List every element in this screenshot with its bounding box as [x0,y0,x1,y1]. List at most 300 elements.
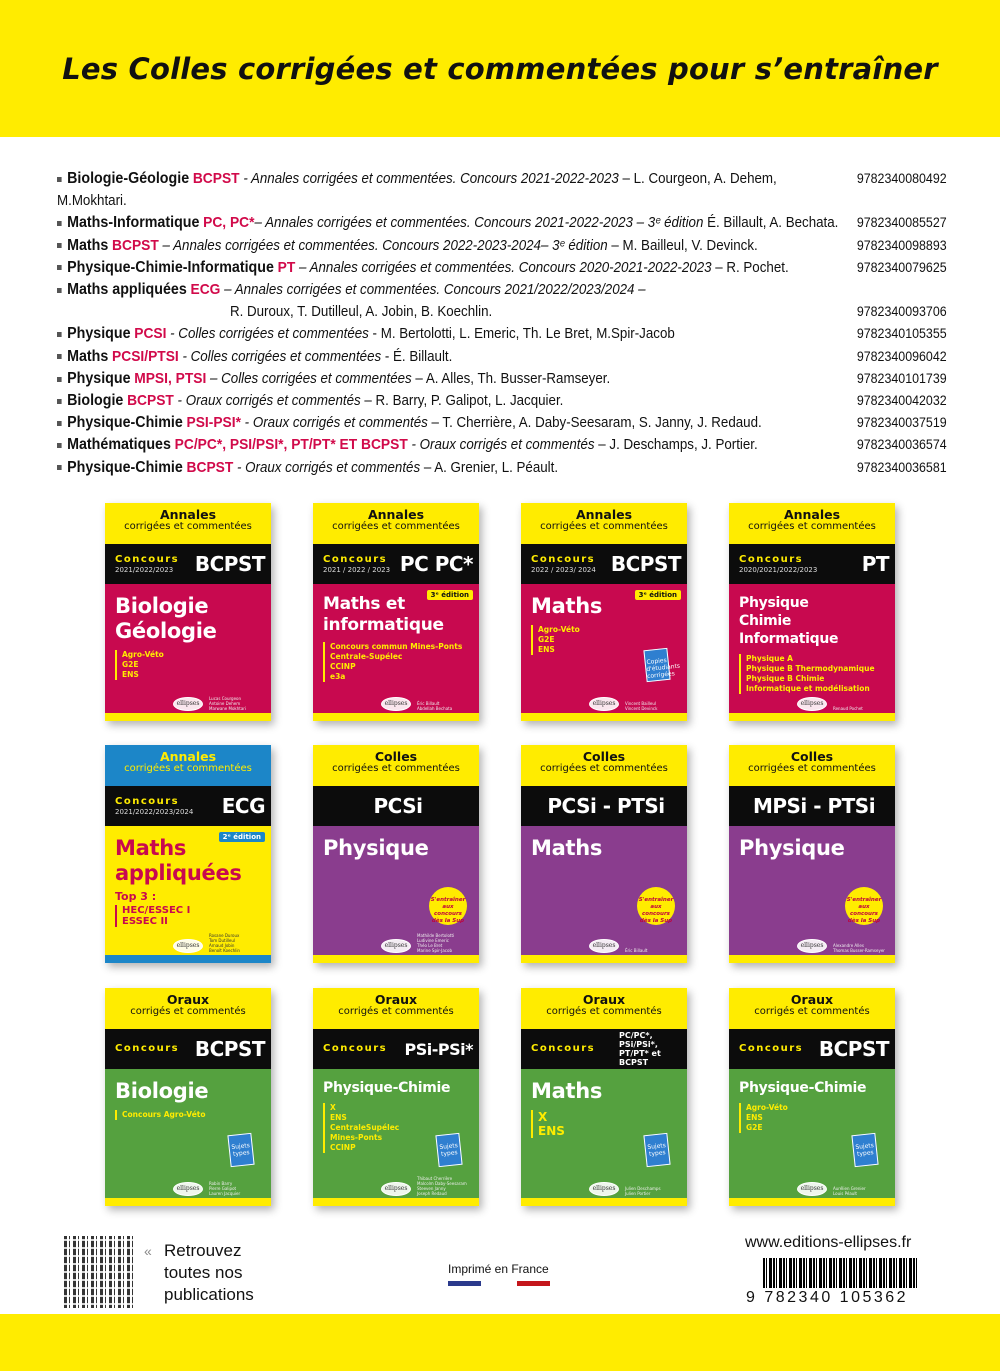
cover-footer-strip [313,955,479,963]
cover-footer-strip [521,1198,687,1206]
book-subject: Biologie [67,392,124,410]
cover-track: BCPST [818,1037,889,1061]
ellipses-logo: ellipses [797,697,827,711]
sticker-badge: S'entraîner aux concours dès la Sup [429,887,467,925]
book-track: BCPST [192,170,240,187]
cover-author: Abdellah Bechata [417,706,453,711]
cover-tag: ENS [122,670,139,679]
ellipses-logo: ellipses [381,939,411,953]
bullet-icon [57,354,62,359]
cover-band [313,786,479,826]
book-description: - Colles corrigées et commentées [178,348,382,365]
list-item [57,412,947,434]
book-text [57,457,849,479]
cover-author: Marine Spir-Jacob [417,948,452,953]
document-icon: Sujets types [227,1133,254,1167]
book-cover[interactable] [729,503,895,721]
edition-badge: 3ᵉ édition [635,590,681,600]
book-authors: – L. Courgeon, A. Dehem, M.Mokhtari. [57,171,777,210]
book-cover[interactable] [105,745,271,963]
book-isbn: 9782340096042 [856,348,947,364]
cover-band [729,1029,895,1069]
cover-track: PT [861,552,889,576]
cover-header [105,988,271,1029]
cover-title: Physique [739,595,809,611]
cover-concours-box [531,1043,595,1055]
cover-author: Vincent Bailleul [625,701,656,706]
cover-track: BCPST [610,552,681,576]
book-text [57,323,849,345]
book-text [57,346,849,368]
book-track: PCSI/PTSI [112,347,179,365]
book-description: – Annales corrigées et commentées. Concours 2021-2022-2023 – 3ᵉ édition [254,215,704,232]
list-item [57,279,947,323]
cover-author: Julien Portier [625,1191,651,1196]
cover-author: Lauren Jacquier [209,1191,241,1196]
cover-years: 2020/2021/2022/2023 [739,565,818,574]
qr-caption [144,1240,254,1306]
book-authors: – R. Pochet. [711,259,789,276]
book-isbn: 9782340036581 [856,459,947,475]
cover-tags [115,1110,261,1120]
cover-header [521,988,687,1029]
cover-band [521,544,687,584]
cover-header [313,745,479,786]
cover-series: Colles [790,749,834,764]
cover-author: Thomas Busser-Ramseyer [833,948,885,953]
cover-track: PCSi - PTSi [547,794,665,818]
cover-subtitle: corrigées et commentées [540,521,668,532]
cover-authors [209,1181,240,1196]
website-link[interactable]: www.editions-ellipses.fr [745,1234,912,1251]
cover-title: appliquées [115,861,242,885]
cover-series: Annales [575,507,633,522]
cover-tag: Informatique et modélisation [746,684,870,693]
book-subject: Physique-Chimie-Informatique [67,258,274,276]
book-authors: - É. Billault. [381,348,453,365]
book-subject: Physique [67,369,131,387]
cover-band [105,544,271,584]
cover-series: Oraux [166,992,210,1007]
cover-subtitle: corrigés et commentés [546,1006,662,1017]
book-list [57,168,947,479]
cover-footer-strip [313,1198,479,1206]
cover-band [105,1029,271,1069]
cover-tag: Mines-Ponts [330,1133,383,1142]
cover-author: Steeven Janny [417,1186,446,1191]
book-authors: – A. Alles, Th. Busser-Ramseyer. [411,370,611,387]
book-track: BCPST [127,392,174,410]
cover-title: informatique [323,615,444,635]
list-item [57,212,947,234]
cover-author: Éric Billault [417,701,440,706]
book-cover[interactable] [729,745,895,963]
footer-band [0,1314,1000,1371]
cover-body [105,584,271,713]
book-description: - Oraux corrigés et commentés [173,393,361,410]
cover-author: Joseph Redaud [417,1191,447,1196]
cover-author: Marwane Mokhtari [209,706,247,711]
book-description: - Annales corrigées et commentées. Concours 2021-2022-2023 [239,171,619,187]
cover-subtitle: corrigées et commentées [124,521,252,532]
cover-series: Annales [159,749,217,764]
cover-header [521,503,687,544]
cover-author: Ludivine Emeric [417,938,449,943]
cover-header [313,503,479,544]
cover-tag: G2E [746,1123,763,1132]
cover-author: Lucas Courgeon [209,696,242,701]
cover-authors [833,1186,866,1196]
bullet-icon [57,221,62,226]
cover-concours-box [739,1043,803,1055]
list-item [57,235,947,257]
cover-concours-box [115,554,179,575]
cover-tag: G2E [538,635,555,644]
book-authors: – R. Barry, P. Galipot, L. Jacquier. [360,393,564,410]
ellipses-logo: ellipses [173,697,203,711]
cover-body [313,584,479,713]
bullet-icon [57,265,62,270]
book-cover[interactable] [313,503,479,721]
book-description: – Annales corrigées et commentées. Concours 2022-2023-2024– 3ᵉ édition [158,237,608,254]
cover-series: Oraux [582,992,626,1007]
cover-tags [115,905,261,927]
cover-authors [417,701,452,711]
book-description: - Colles corrigées et commentées [166,326,369,343]
cover-authors [833,943,885,953]
cover-subtitle: corrigées et commentées [332,763,460,774]
cover-track: PCSi [373,794,423,818]
cover-tag: Agro-Véto [746,1103,788,1112]
ellipses-logo: ellipses [381,697,411,711]
cover-footer-strip [105,955,271,963]
book-authors: – A. Grenier, L. Péault. [420,459,559,476]
book-track: MPSI, PTSI [134,369,207,387]
ellipses-logo: ellipses [797,939,827,953]
cover-tag: Physique B Chimie [746,674,825,683]
list-item [57,168,947,212]
book-authors: – M. Bailleul, V. Devinck. [607,237,758,254]
book-text [57,168,849,212]
cover-years: 2021 / 2022 / 2023 [323,565,391,574]
cover-tag: ENS [330,1113,347,1122]
book-text [57,257,849,279]
cover-header [729,745,895,786]
book-isbn: 9782340093706 [856,304,947,320]
cover-author: Julien Deschamps [625,1186,661,1191]
cover-author: Alexandre Alles [833,943,864,948]
sticker-badge: S'entraîner aux concours dès la Sup [845,887,883,925]
cover-concours-box [531,554,596,575]
cover-concours-box [739,554,817,575]
list-item [57,457,947,479]
cover-tags [115,650,261,680]
cover-header [105,745,271,786]
book-track: ECG [190,281,221,299]
bullet-icon [57,465,62,470]
cover-author: Arnaud Jobin [209,943,235,948]
book-track: PC/PC*, PSI/PSI*, PT/PT* ET BCPST [174,436,408,454]
cover-tag: ENS [538,1124,565,1138]
cover-author: Pierre Galipot [209,1186,237,1191]
cover-author: Thibaut Cherrière [417,1176,453,1181]
book-subject: Maths-Informatique [67,214,200,232]
cover-subtitle: corrigées et commentées [748,763,876,774]
cover-series: Colles [582,749,626,764]
barcode [763,1258,918,1288]
cover-authors [625,701,657,711]
cover-track: PSi-PSi* [404,1039,473,1059]
cover-footer-strip [729,1198,895,1206]
cover-subtitle: corrigés et commentés [754,1006,870,1017]
bullet-icon [57,443,62,448]
book-authors: R. Duroux, T. Dutilleul, A. Jobin, B. Koechlin. [229,304,493,321]
cover-tag: X [538,1110,548,1124]
cover-title: Maths et [323,594,405,614]
cover-tag: Physique A [746,654,793,663]
cover-body [729,584,895,713]
cover-subtitle: corrigées et commentées [540,763,668,774]
bullet-icon [57,177,62,182]
book-track: PT [277,258,296,276]
list-item [57,390,947,412]
cover-series: Oraux [374,992,418,1007]
cover-title: Maths [531,594,603,618]
book-track: PC, PC* [203,214,255,232]
book-authors: - M. Bertolotti, L. Emeric, Th. Le Bret, M.Spir-Jacob [368,326,675,343]
cover-track: PC PC* [399,552,473,576]
book-text [57,279,849,323]
cover-tag: e3a [330,672,346,681]
cover-concours: Concours [739,1043,804,1054]
cover-subtitle: corrigées et commentées [748,521,876,532]
book-subject: Physique-Chimie [67,458,183,476]
cover-author: Mathilde Bertolotti [417,933,455,938]
cover-track: BCPST [194,552,265,576]
cover-authors [625,1186,661,1196]
cover-authors [417,933,454,953]
cover-track: PC/PC*, PSi/PSi*, PT/PT* et BCPST [619,1031,661,1067]
document-icon: Sujets types [643,1133,670,1167]
list-item [57,257,947,279]
cover-author: Benoît Koechlin [209,948,240,953]
book-subject: Physique-Chimie [67,414,183,432]
book-isbn: 9782340080492 [856,171,947,186]
cover-title: Biologie [115,1079,209,1103]
book-subject: Maths [67,347,109,365]
sticker-badge: S'entraîner aux concours dès la Sup [637,887,675,925]
book-authors: É. Billault, A. Bechata. [703,215,839,232]
book-description: – Annales corrigées et commentées. Concours 2021/2022/2023/2024 – [220,282,646,299]
edition-badge: 3ᵉ édition [427,590,473,600]
book-cover[interactable] [105,503,271,721]
printed-in-france: Imprimé en France [448,1262,549,1276]
cover-header [105,503,271,544]
ellipses-logo: ellipses [381,1182,411,1196]
cover-tag: X [330,1103,336,1112]
cover-footer-strip [729,713,895,721]
cover-concours: Concours [115,795,180,807]
cover-author: Théo Le Bret [417,943,443,948]
bullet-icon [57,377,62,382]
cover-footer-strip [729,955,895,963]
bullet-icon [57,288,62,293]
cover-track: ECG [221,794,265,818]
cover-title: Biologie [115,594,209,618]
cover-tag: Concours Agro-Véto [122,1110,206,1119]
cover-tag: ENS [538,645,555,654]
book-track: PSI-PSI* [186,414,241,432]
book-isbn: 9782340036574 [856,437,947,453]
cover-authors [417,1176,467,1196]
cover-authors [209,696,246,711]
cover-tag: CCINP [330,1143,356,1152]
cover-concours: Concours [531,553,596,565]
cover-years: 2022 / 2023/ 2024 [531,565,596,574]
cover-subtitle: corrigées et commentées [124,763,252,774]
cover-tag: CCINP [330,662,356,671]
book-subject: Maths appliquées [67,281,187,299]
bullet-icon [57,243,62,248]
cover-series: Colles [374,749,418,764]
cover-tag: Agro-Véto [122,650,164,659]
ellipses-logo: ellipses [797,1182,827,1196]
cover-band [729,786,895,826]
cover-authors [209,933,240,953]
book-authors: – J. Deschamps, J. Portier. [594,437,758,454]
cover-title: Maths [531,1079,603,1103]
cover-tag: Physique B Thermodynamique [746,664,875,673]
book-text [57,368,849,390]
cover-subtitle: corrigés et commentés [130,1006,246,1017]
cover-band [313,1029,479,1069]
cover-title: Chimie [739,613,792,629]
cover-concours: Concours [531,1043,596,1054]
book-cover[interactable] [313,988,479,1206]
cover-title: Informatique [739,631,839,647]
cover-body [105,826,271,955]
book-description: - Oraux corrigés et commentés [407,437,595,454]
cover-subtitle: corrigés et commentés [338,1006,454,1017]
cover-author: Tom Dutilleul [209,938,236,943]
cover-tags [323,642,469,682]
cover-years: 2021/2022/2023 [115,565,174,574]
cover-concours-box [115,1043,179,1055]
book-isbn: 9782340037519 [856,415,947,431]
book-text [57,412,849,434]
cover-header [729,988,895,1029]
cover-concours: Concours [323,1043,388,1054]
book-description: – Annales corrigées et commentées. Concours 2020-2021-2022-2023 [295,259,712,276]
book-track: BCPST [112,236,159,254]
ellipses-logo: ellipses [173,939,203,953]
bullet-icon [57,332,62,337]
book-text [57,212,849,234]
cover-author: Rosane Duroux [209,933,240,938]
book-cover[interactable] [313,745,479,963]
cover-authors [625,948,648,953]
barcode-number: 9 782340 105362 [746,1289,909,1306]
bullet-icon [57,399,62,404]
cover-title: Physique-Chimie [323,1080,451,1096]
list-item [57,346,947,368]
book-isbn: 9782340079625 [856,259,947,275]
list-item [57,368,947,390]
qr-code[interactable] [64,1236,136,1308]
book-cover[interactable] [105,988,271,1206]
book-isbn: 9782340101739 [856,370,947,386]
book-isbn: 9782340085527 [856,215,947,231]
cover-footer-strip [105,713,271,721]
cover-author: Antoine Dehem [209,701,241,706]
cover-concours: Concours [323,553,388,565]
cover-band [105,786,271,826]
qr-line: publications [164,1285,254,1304]
cover-footer-strip [313,713,479,721]
cover-title: Maths [531,836,603,860]
cover-author: Renaud Pochet [833,706,863,711]
cover-track: MPSi - PTSi [752,794,876,818]
cover-header [521,745,687,786]
flag-red [517,1281,550,1286]
cover-band [521,1029,687,1069]
book-authors: – T. Cherrière, A. Daby-Seesaram, S. Janny, J. Redaud. [427,415,762,432]
cover-concours-box [323,554,390,575]
book-isbn: 9782340042032 [856,393,947,409]
cover-concours: Concours [115,1043,180,1054]
book-subject: Biologie-Géologie [67,170,190,187]
cover-author: Éric Billault [625,948,648,953]
ellipses-logo: ellipses [589,697,619,711]
cover-author: Vincent Devinck [625,706,658,711]
cover-title: Physique [323,836,429,860]
cover-concours-box [115,796,193,817]
cover-subtitle: corrigées et commentées [332,521,460,532]
edition-badge: 2ᵉ édition [219,832,265,842]
cover-author: Malcolm Daby-Seesaram [417,1181,467,1186]
ellipses-logo: ellipses [589,939,619,953]
qr-line: Retrouvez [164,1241,242,1260]
cover-title: Physique-Chimie [739,1080,867,1096]
book-description: – Colles corrigées et commentées [206,370,412,387]
book-isbn: 9782340098893 [856,237,947,253]
cover-author: Aurélien Grenier [833,1186,866,1191]
book-description: - Oraux corrigés et commentés [240,415,428,432]
cover-series: Annales [367,507,425,522]
cover-tag: CentraleSupélec [330,1123,400,1132]
cover-author: Louis Péault [833,1191,858,1196]
page-title: Les Colles corrigées et commentées pour s’entraîner [62,52,938,86]
document-icon: Sujets types [851,1133,878,1167]
cover-tags [739,1103,885,1133]
book-text [57,434,849,456]
book-cover[interactable] [729,988,895,1206]
cover-author: Robin Barry [209,1181,233,1186]
book-cover[interactable] [521,745,687,963]
book-cover[interactable] [521,988,687,1206]
book-cover[interactable] [521,503,687,721]
bullet-icon [57,421,62,426]
header-banner [0,0,1000,137]
cover-series: Oraux [790,992,834,1007]
cover-footer-strip [105,1198,271,1206]
flag-blue [448,1281,481,1286]
cover-years: 2021/2022/2023/2024 [115,807,194,816]
list-item [57,323,947,345]
cover-footer-strip [521,713,687,721]
cover-band [521,786,687,826]
cover-header [729,503,895,544]
